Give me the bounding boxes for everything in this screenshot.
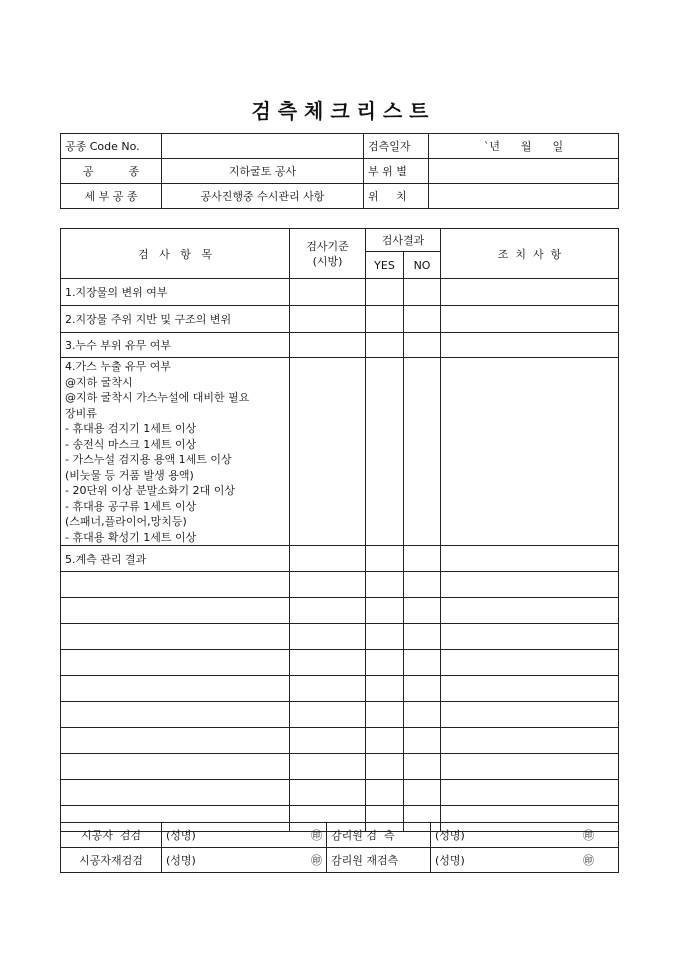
- check-item: 3.누수 부위 유무 여부: [61, 333, 290, 358]
- standard-cell[interactable]: [290, 728, 366, 754]
- header-value[interactable]: [429, 159, 619, 184]
- standard-cell[interactable]: [290, 676, 366, 702]
- standard-cell[interactable]: [290, 358, 366, 546]
- no-cell[interactable]: [404, 624, 441, 650]
- check-item: [61, 358, 290, 546]
- yes-cell[interactable]: [366, 333, 404, 358]
- standard-cell[interactable]: [290, 650, 366, 676]
- table-row: [61, 572, 619, 598]
- signature-field[interactable]: [431, 823, 619, 848]
- header-label: 부 위 별: [364, 159, 429, 184]
- action-cell[interactable]: [441, 598, 619, 624]
- standard-cell[interactable]: [290, 546, 366, 572]
- col-yes-header: YES: [366, 252, 404, 279]
- header-label: 세 부 공 종: [61, 184, 162, 209]
- action-cell[interactable]: [441, 358, 619, 546]
- table-row: [61, 598, 619, 624]
- standard-cell[interactable]: [290, 624, 366, 650]
- blank-cell[interactable]: [61, 780, 290, 806]
- blank-cell[interactable]: [61, 650, 290, 676]
- blank-cell[interactable]: [61, 702, 290, 728]
- seal-icon: ㊞: [311, 829, 322, 842]
- standard-cell[interactable]: [290, 306, 366, 333]
- action-cell[interactable]: [441, 728, 619, 754]
- signature-label: 감리원 검 측: [327, 823, 431, 848]
- yes-cell[interactable]: [366, 702, 404, 728]
- col-standard-header: 검사기준 (시방): [290, 229, 366, 279]
- no-cell[interactable]: [404, 306, 441, 333]
- no-cell[interactable]: [404, 358, 441, 546]
- table-row: [61, 546, 619, 572]
- no-cell[interactable]: [404, 728, 441, 754]
- standard-cell[interactable]: [290, 279, 366, 306]
- seal-icon: ㊞: [583, 829, 594, 842]
- col-item-header: 검 사 항 목: [61, 229, 290, 279]
- no-cell[interactable]: [404, 754, 441, 780]
- blank-cell[interactable]: [61, 624, 290, 650]
- table-row: [61, 306, 619, 333]
- action-cell[interactable]: [441, 306, 619, 333]
- table-row: [61, 279, 619, 306]
- seal-icon: ㊞: [583, 854, 594, 867]
- inspection-date-field[interactable]: `년 월 일: [429, 134, 619, 159]
- header-value[interactable]: [429, 184, 619, 209]
- table-row: [61, 650, 619, 676]
- checklist-header-row: [61, 229, 619, 252]
- no-cell[interactable]: [404, 572, 441, 598]
- check-item: 5.계측 관리 결과: [61, 546, 290, 572]
- yes-cell[interactable]: [366, 624, 404, 650]
- standard-cell[interactable]: [290, 754, 366, 780]
- action-cell[interactable]: [441, 702, 619, 728]
- yes-cell[interactable]: [366, 279, 404, 306]
- no-cell[interactable]: [404, 780, 441, 806]
- table-row: [61, 333, 619, 358]
- signature-label: 시공자 검검: [61, 823, 162, 848]
- table-row: [61, 624, 619, 650]
- col-result-header: 검사결과: [366, 229, 441, 252]
- check-item: 1.지장물의 변위 여부: [61, 279, 290, 306]
- signature-table: [60, 822, 619, 873]
- checklist-table: [60, 228, 619, 832]
- name-placeholder: (성명): [435, 829, 465, 842]
- header-label: 위 치: [364, 184, 429, 209]
- standard-cell[interactable]: [290, 780, 366, 806]
- signature-field[interactable]: [431, 848, 619, 873]
- yes-cell[interactable]: [366, 572, 404, 598]
- action-cell[interactable]: [441, 676, 619, 702]
- action-cell[interactable]: [441, 650, 619, 676]
- yes-cell[interactable]: [366, 546, 404, 572]
- name-placeholder: (성명): [435, 854, 465, 867]
- header-row: [61, 184, 619, 209]
- check-item-text: 4.가스 누출 유무 여부 @지하 굴착시 @지하 굴착시 가스누설에 대비한 필요 장비류 - 휴대용 검지기 1세트 이상 - 송전식 마스크 1세트 이상 - 가스누설 검지용 용액 1세트 이상 (비눗물 등 거품 발생 용액) - 20단위 이상 분말소화기 2대 이상 - 휴대용 공구류 1세트 이상 (스패너,플라이어,망치등) - 휴대용 확성기 1세트 이상: [65, 360, 250, 544]
- col-no-header: NO: [404, 252, 441, 279]
- header-value[interactable]: 공사진행중 수시관리 사항: [162, 184, 364, 209]
- header-value[interactable]: [162, 134, 364, 159]
- yes-cell[interactable]: [366, 598, 404, 624]
- no-cell[interactable]: [404, 333, 441, 358]
- seal-icon: ㊞: [311, 854, 322, 867]
- yes-cell[interactable]: [366, 754, 404, 780]
- no-cell[interactable]: [404, 279, 441, 306]
- signature-row: [61, 823, 619, 848]
- blank-cell[interactable]: [61, 676, 290, 702]
- name-placeholder: (성명): [166, 829, 196, 842]
- blank-cell[interactable]: [61, 728, 290, 754]
- signature-label: 감리원 재검측: [327, 848, 431, 873]
- standard-cell[interactable]: [290, 333, 366, 358]
- header-label: 검측일자: [364, 134, 429, 159]
- action-cell[interactable]: [441, 572, 619, 598]
- blank-cell[interactable]: [61, 572, 290, 598]
- standard-cell[interactable]: [290, 702, 366, 728]
- yes-cell[interactable]: [366, 728, 404, 754]
- table-row: [61, 358, 619, 546]
- action-cell[interactable]: [441, 754, 619, 780]
- standard-cell[interactable]: [290, 598, 366, 624]
- yes-cell[interactable]: [366, 306, 404, 333]
- no-cell[interactable]: [404, 546, 441, 572]
- col-action-header: 조 치 사 항: [441, 229, 619, 279]
- action-cell[interactable]: [441, 279, 619, 306]
- signature-row: [61, 848, 619, 873]
- action-cell[interactable]: [441, 546, 619, 572]
- action-cell[interactable]: [441, 333, 619, 358]
- yes-cell[interactable]: [366, 676, 404, 702]
- no-cell[interactable]: [404, 598, 441, 624]
- action-cell[interactable]: [441, 624, 619, 650]
- table-row: [61, 780, 619, 806]
- table-row: [61, 676, 619, 702]
- blank-cell[interactable]: [61, 598, 290, 624]
- standard-cell[interactable]: [290, 572, 366, 598]
- no-cell[interactable]: [404, 676, 441, 702]
- table-row: [61, 728, 619, 754]
- yes-cell[interactable]: [366, 780, 404, 806]
- document-title: 검 측 체 크 리 스 트: [251, 99, 429, 123]
- signature-field[interactable]: [162, 848, 327, 873]
- yes-cell[interactable]: [366, 358, 404, 546]
- table-row: [61, 754, 619, 780]
- no-cell[interactable]: [404, 702, 441, 728]
- header-table: [60, 133, 619, 209]
- blank-cell[interactable]: [61, 754, 290, 780]
- signature-label: 시공자재검검: [61, 848, 162, 873]
- name-placeholder: (성명): [166, 854, 196, 867]
- yes-cell[interactable]: [366, 650, 404, 676]
- check-item: 2.지장물 주위 지반 및 구조의 변위: [61, 306, 290, 333]
- action-cell[interactable]: [441, 780, 619, 806]
- table-row: [61, 702, 619, 728]
- header-label: 공 종: [61, 159, 162, 184]
- no-cell[interactable]: [404, 650, 441, 676]
- header-row: [61, 159, 619, 184]
- signature-field[interactable]: [162, 823, 327, 848]
- header-row: [61, 134, 619, 159]
- header-label: 공종 Code No.: [61, 134, 162, 159]
- header-value[interactable]: 지하굴토 공사: [162, 159, 364, 184]
